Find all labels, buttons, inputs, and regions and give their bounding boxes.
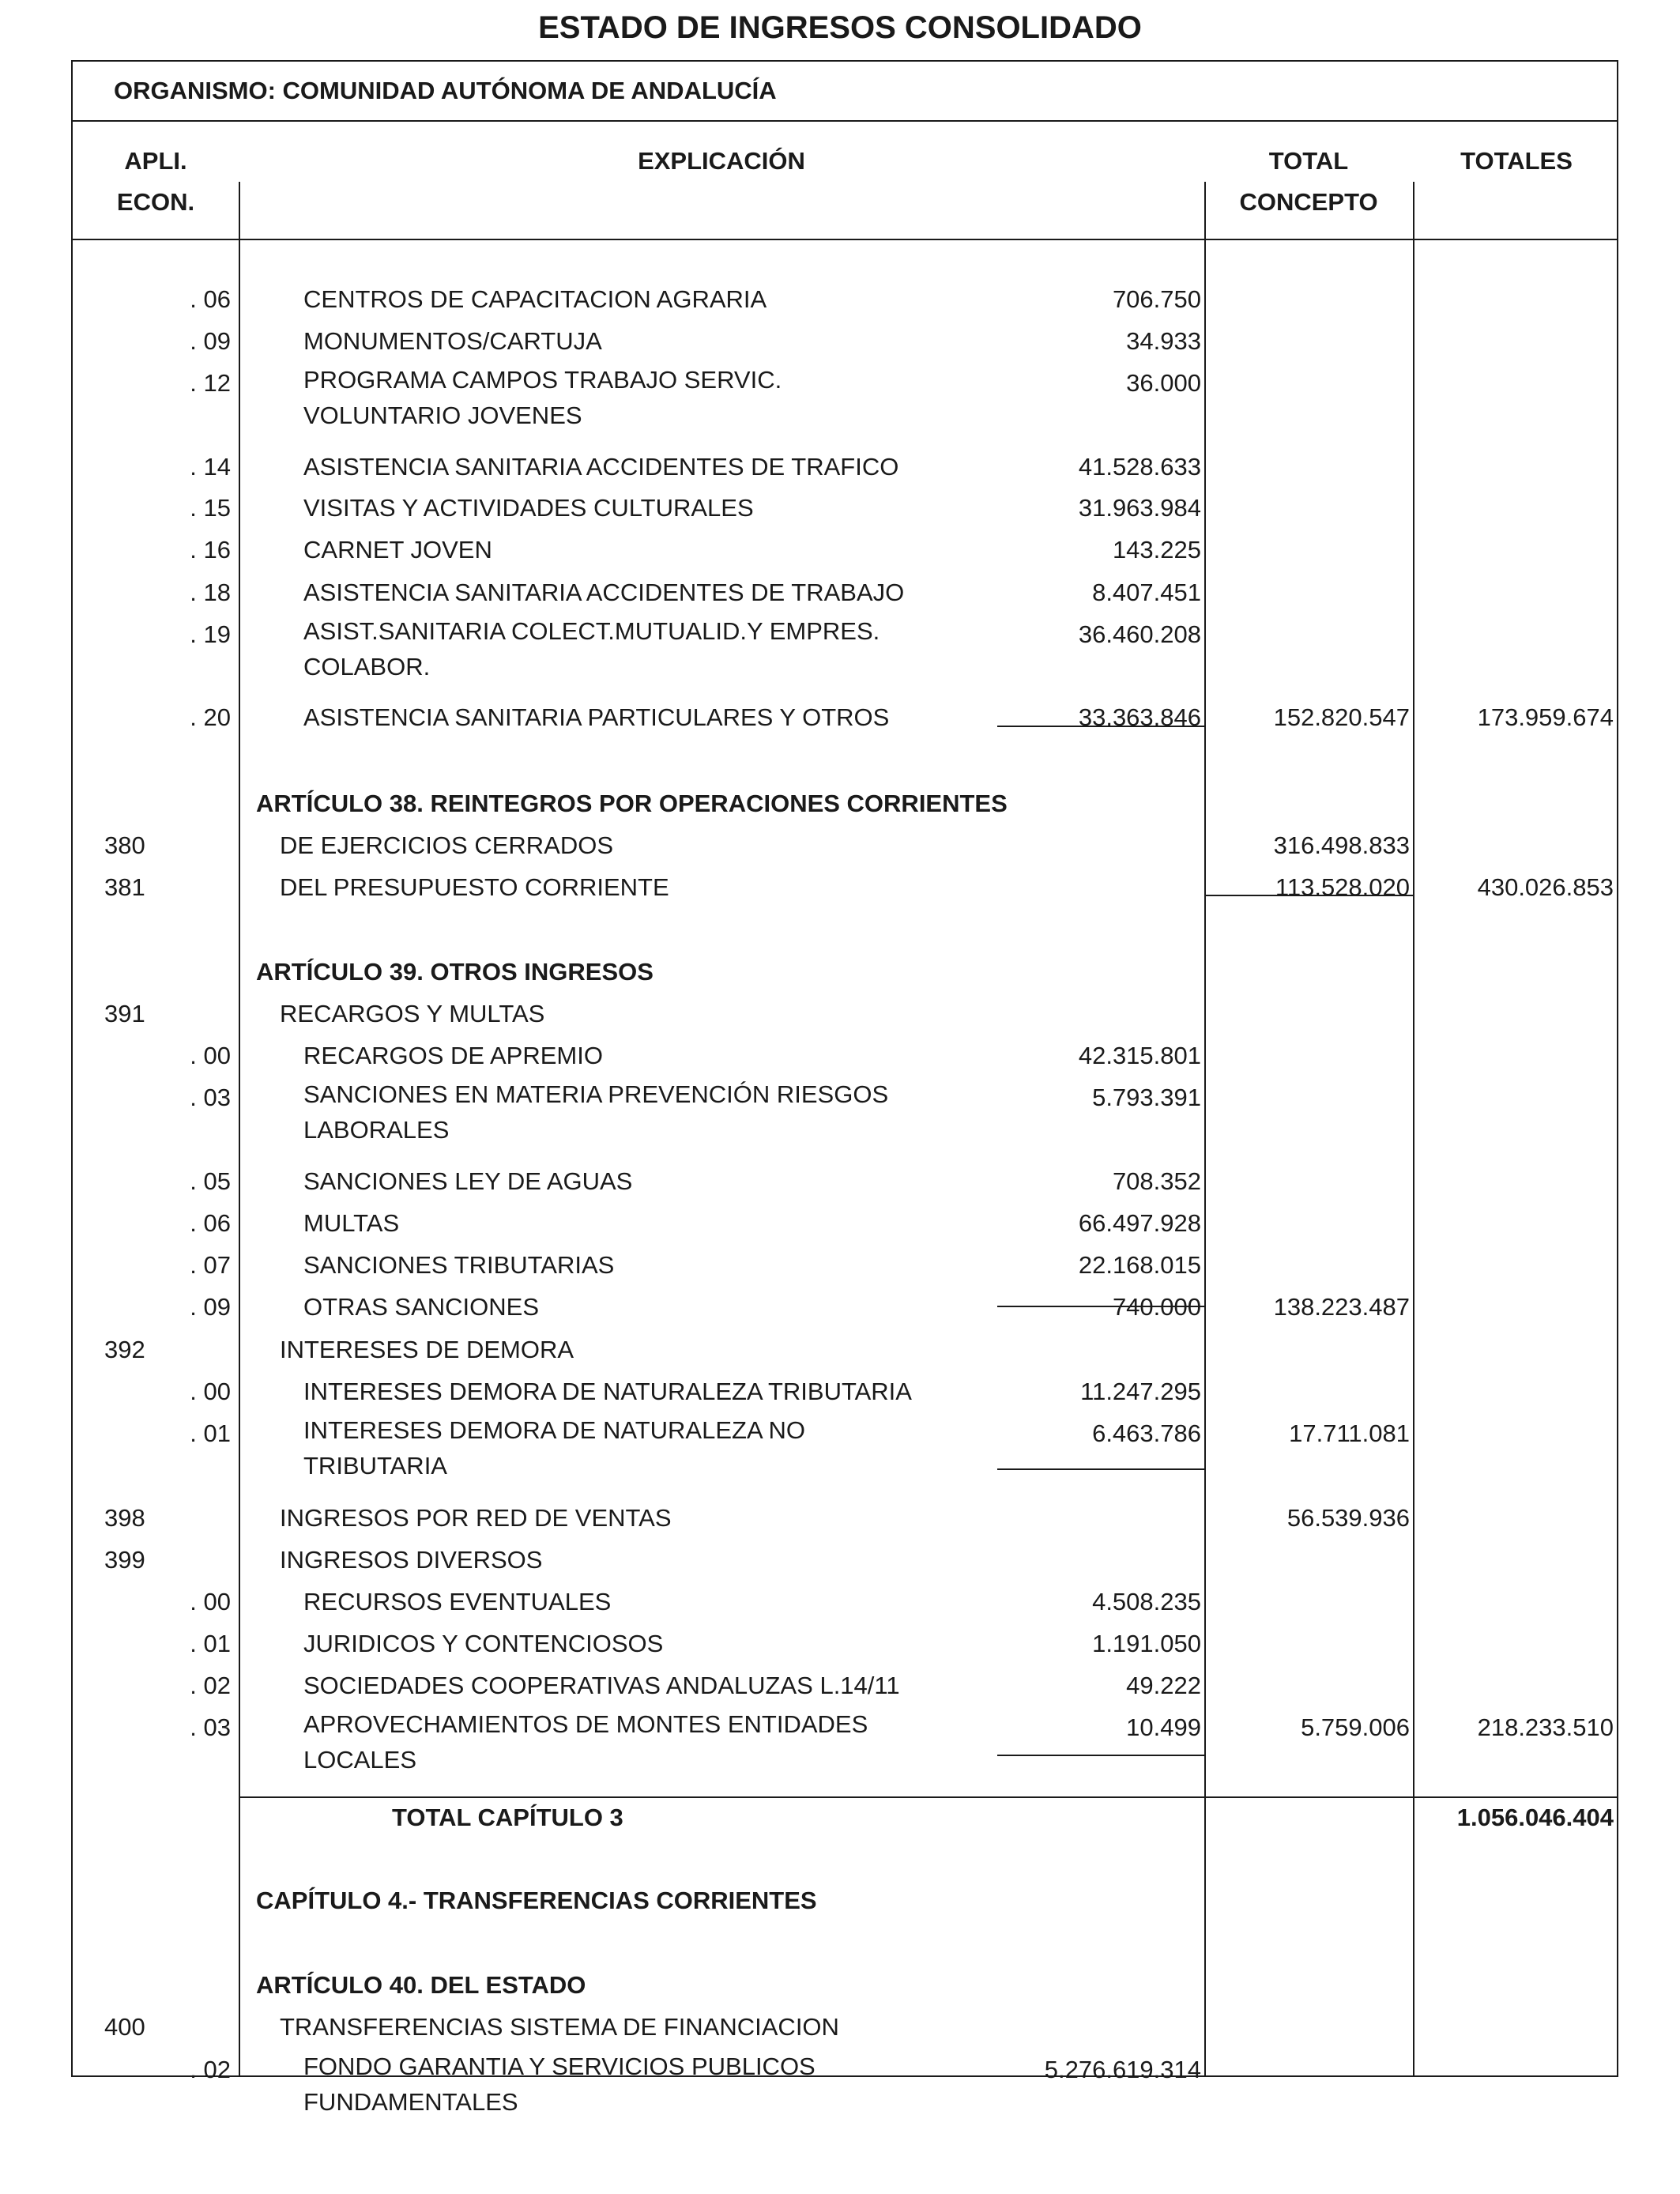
row-label: ARTÍCULO 38. REINTEGROS POR OPERACIONES CORRIENTES — [256, 790, 1008, 817]
row-label: SANCIONES LEY DE AGUAS — [303, 1167, 633, 1195]
amount-value: 8.407.451 — [1092, 579, 1201, 606]
row-label-line: FONDO GARANTIA Y SERVICIOS PUBLICOS — [303, 2053, 816, 2080]
economic-code: 392 — [104, 1336, 145, 1363]
amount-value: 41.528.633 — [1078, 453, 1201, 481]
row-label: INGRESOS DIVERSOS — [280, 1546, 543, 1574]
amount-value: 31.963.984 — [1078, 494, 1201, 522]
amount-value: 34.933 — [1126, 327, 1201, 355]
amount-value: 706.750 — [1112, 285, 1201, 313]
subtotal-rule — [997, 1306, 1204, 1307]
income-table — [71, 60, 1618, 2116]
row-label-line: LABORALES — [303, 1116, 450, 1144]
sub-code: . 00 — [190, 1378, 231, 1405]
amount-value: 33.363.846 — [1078, 703, 1201, 731]
row-label: CENTROS DE CAPACITACION AGRARIA — [303, 285, 767, 313]
row-label: ASISTENCIA SANITARIA ACCIDENTES DE TRABAJO — [303, 579, 905, 606]
subtotal-rule — [997, 1755, 1204, 1756]
document-title: ESTADO DE INGRESOS CONSOLIDADO — [538, 10, 1142, 45]
sub-code: . 14 — [190, 453, 231, 481]
sub-code: . 19 — [190, 620, 231, 648]
sub-code: . 03 — [190, 1713, 231, 1741]
row-label: INTERESES DEMORA DE NATURALEZA TRIBUTARIA — [303, 1378, 912, 1405]
row-label: RECARGOS DE APREMIO — [303, 1042, 603, 1069]
row-label: TOTAL CAPÍTULO 3 — [392, 1804, 623, 1831]
sub-code: . 02 — [190, 1672, 231, 1699]
sub-code: . 20 — [190, 703, 231, 731]
sub-code: . 01 — [190, 1630, 231, 1657]
totales-value: 218.233.510 — [1477, 1713, 1614, 1741]
organismo-label: ORGANISMO: COMUNIDAD AUTÓNOMA DE ANDALUCÍA — [114, 77, 777, 104]
sub-code: . 06 — [190, 285, 231, 313]
row-label: ASISTENCIA SANITARIA PARTICULARES Y OTROS — [303, 703, 890, 731]
totales-value: 430.026.853 — [1477, 873, 1614, 901]
row-label-line: APROVECHAMIENTOS DE MONTES ENTIDADES — [303, 1710, 868, 1738]
total-concepto-value: 5.759.006 — [1301, 1713, 1410, 1741]
amount-value: 36.000 — [1126, 369, 1201, 397]
row-label: CAPÍTULO 4.- TRANSFERENCIAS CORRIENTES — [256, 1887, 817, 1914]
row-label: MULTAS — [303, 1209, 400, 1237]
row-label: ARTÍCULO 40. DEL ESTADO — [256, 1971, 586, 1999]
row-label-line: LOCALES — [303, 1746, 417, 1774]
row-label-line: INTERESES DEMORA DE NATURALEZA NO — [303, 1416, 806, 1444]
row-label-line: ASIST.SANITARIA COLECT.MUTUALID.Y EMPRES. — [303, 617, 880, 645]
total-concepto-value: 316.498.833 — [1273, 831, 1410, 859]
sub-code: . 00 — [190, 1588, 231, 1615]
subtotal-rule — [1204, 895, 1413, 896]
row-label: RECARGOS Y MULTAS — [280, 1000, 545, 1027]
sub-code: . 09 — [190, 327, 231, 355]
row-label: ARTÍCULO 39. OTROS INGRESOS — [256, 958, 654, 986]
amount-value: 5.793.391 — [1092, 1084, 1201, 1111]
totales-value: 173.959.674 — [1477, 703, 1614, 731]
row-label — [303, 2049, 816, 2120]
amount-value: 10.499 — [1126, 1713, 1201, 1741]
amount-value: 740.000 — [1112, 1293, 1201, 1321]
total-capitulo-rule — [239, 1796, 1617, 1798]
row-label — [303, 1706, 868, 1777]
sub-code: . 06 — [190, 1209, 231, 1237]
subtotal-rule — [997, 726, 1204, 727]
header-explicacion: EXPLICACIÓN — [638, 147, 805, 175]
amount-value: 5.276.619.314 — [1044, 2056, 1201, 2083]
row-label-line: PROGRAMA CAMPOS TRABAJO SERVIC. — [303, 366, 782, 394]
amount-value: 6.463.786 — [1092, 1419, 1201, 1447]
row-label: RECURSOS EVENTUALES — [303, 1588, 612, 1615]
row-label — [303, 362, 782, 433]
sub-code: . 09 — [190, 1293, 231, 1321]
row-label: DEL PRESUPUESTO CORRIENTE — [280, 873, 669, 901]
sub-code: . 12 — [190, 369, 231, 397]
row-label — [303, 613, 880, 684]
row-label — [303, 1076, 888, 1148]
row-label-line: FUNDAMENTALES — [303, 2088, 518, 2116]
row-label: OTRAS SANCIONES — [303, 1293, 539, 1321]
amount-value: 42.315.801 — [1078, 1042, 1201, 1069]
row-label: CARNET JOVEN — [303, 536, 492, 564]
totales-value: 1.056.046.404 — [1456, 1804, 1614, 1831]
economic-code: 391 — [104, 1000, 145, 1027]
total-concepto-value: 56.539.936 — [1286, 1504, 1410, 1532]
row-label-line: TRIBUTARIA — [303, 1452, 447, 1480]
row-label-line: SANCIONES EN MATERIA PREVENCIÓN RIESGOS — [303, 1080, 889, 1108]
economic-code: 381 — [104, 873, 145, 901]
header-total-concepto: TOTAL CONCEPTO — [1239, 147, 1378, 216]
header-totales: TOTALES — [1460, 147, 1573, 175]
sub-code: . 07 — [190, 1251, 231, 1279]
amount-value: 66.497.928 — [1078, 1209, 1201, 1237]
row-label: INGRESOS POR RED DE VENTAS — [280, 1504, 672, 1532]
economic-code: 398 — [104, 1504, 145, 1532]
amount-value: 4.508.235 — [1092, 1588, 1201, 1615]
row-label: SANCIONES TRIBUTARIAS — [303, 1251, 615, 1279]
economic-code: 399 — [104, 1546, 145, 1574]
row-label: JURIDICOS Y CONTENCIOSOS — [303, 1630, 664, 1657]
row-label: MONUMENTOS/CARTUJA — [303, 327, 602, 355]
total-concepto-value: 113.528.020 — [1275, 873, 1410, 901]
row-label: ASISTENCIA SANITARIA ACCIDENTES DE TRAFICO — [303, 453, 899, 481]
amount-value: 143.225 — [1112, 536, 1201, 564]
sub-code: . 05 — [190, 1167, 231, 1195]
sub-code: . 03 — [190, 1084, 231, 1111]
amount-value: 1.191.050 — [1092, 1630, 1201, 1657]
row-label: VISITAS Y ACTIVIDADES CULTURALES — [303, 494, 754, 522]
total-concepto-value: 152.820.547 — [1273, 703, 1410, 731]
row-label: SOCIEDADES COOPERATIVAS ANDALUZAS L.14/11 — [303, 1672, 900, 1699]
header-apli: APLI. ECON. — [116, 147, 195, 216]
row-label-line: VOLUNTARIO JOVENES — [303, 401, 582, 429]
total-concepto-value: 17.711.081 — [1289, 1419, 1410, 1447]
amount-value: 22.168.015 — [1078, 1251, 1201, 1279]
sub-code: . 15 — [190, 494, 231, 522]
sub-code: . 16 — [190, 536, 231, 564]
total-concepto-value: 138.223.487 — [1273, 1293, 1410, 1321]
amount-value: 708.352 — [1112, 1167, 1201, 1195]
subtotal-rule — [997, 1468, 1204, 1470]
sub-code: . 01 — [190, 1419, 231, 1447]
amount-value: 36.460.208 — [1078, 620, 1201, 648]
amount-value: 49.222 — [1126, 1672, 1201, 1699]
economic-code: 380 — [104, 831, 145, 859]
sub-code: . 00 — [190, 1042, 231, 1069]
sub-code: . 18 — [190, 579, 231, 606]
row-label — [303, 1412, 805, 1483]
row-label: INTERESES DE DEMORA — [280, 1336, 574, 1363]
amount-value: 11.247.295 — [1080, 1378, 1201, 1405]
economic-code: 400 — [104, 2013, 145, 2041]
table-body — [73, 62, 1620, 2116]
sub-code: . 02 — [190, 2056, 231, 2083]
row-label: DE EJERCICIOS CERRADOS — [280, 831, 614, 859]
row-label: TRANSFERENCIAS SISTEMA DE FINANCIACION — [280, 2013, 839, 2041]
row-label-line: COLABOR. — [303, 653, 431, 680]
